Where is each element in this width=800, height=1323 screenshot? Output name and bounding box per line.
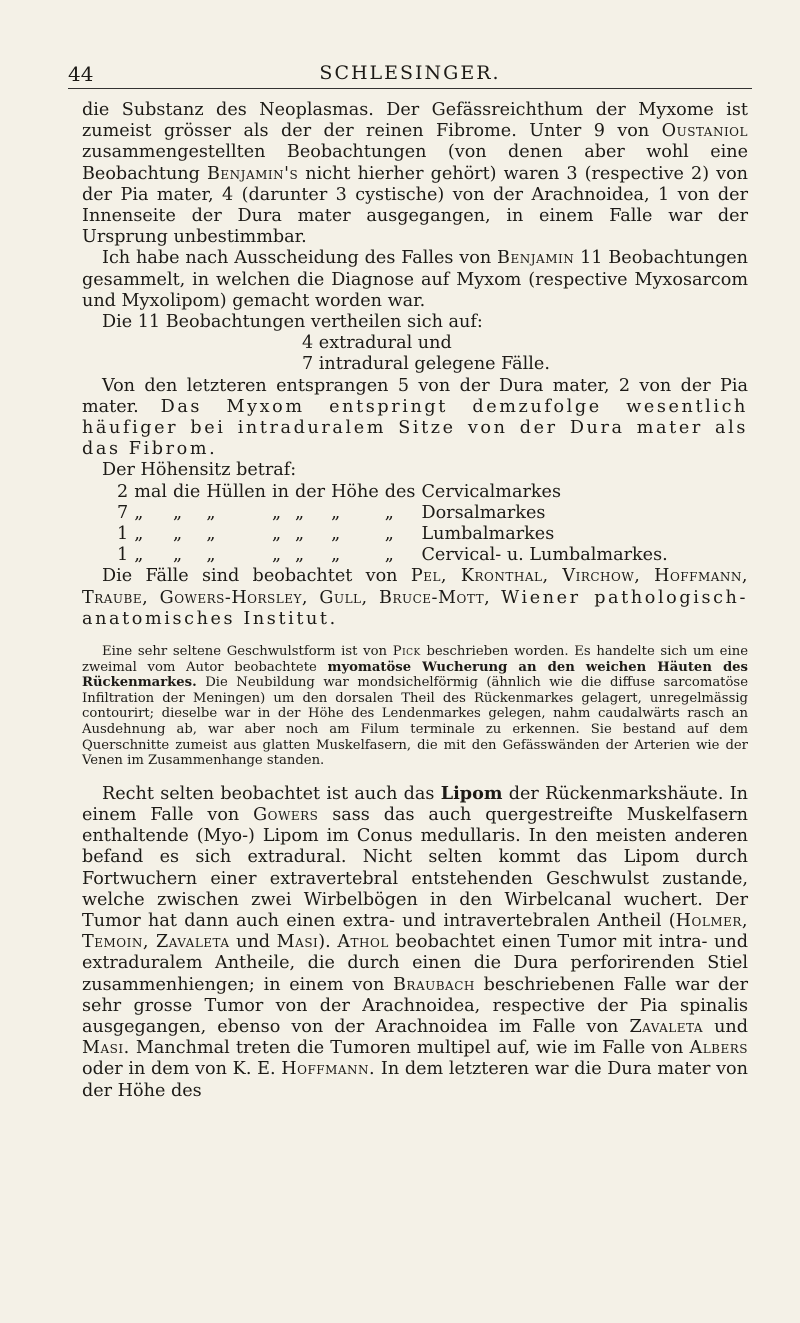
distribution-line: 7 intradural gelegene Fälle. [302, 354, 550, 375]
author-name: Athol [337, 932, 389, 953]
author-name: Oustaniol [661, 121, 748, 142]
author-name: Masi. [82, 1038, 130, 1059]
location-table [117, 482, 674, 567]
paragraph-origin: Von den letzteren entsprangen 5 von der Dura mater, 2 von der Pia mater. Das Myxom entspringt demzufolge wesentlich häufiger bei intraduralem Sitze von der Dura mater als das Fibrom. [82, 375, 748, 460]
emphasized-text: Das Myxom entspringt demzufolge wesentlich häufiger bei intraduralem Sitze von der Dura mater als das Fibrom. [82, 396, 748, 460]
paragraph-observers: Die Fälle sind beobachtet von Pel, Kronthal, Virchow, Hoffmann, Traube, Gowers-Horsley, Gull, Bruce-Mott, Wiener pathologisch-anatomisches Institut. [82, 566, 749, 629]
paragraph-lipom: Recht selten beobachtet ist auch das Lipom der Rückenmarkshäute. In einem Falle von Gowers sass das auch quergestreifte Muskelfasern enthaltende (Myo-) Lipom im Conus medullaris. In den meisten anderen befand es sich extradural. Nicht selten kommt das Lipom durch Fortwuchern einer extravertebral entstehenden Geschwulst zustande, welche zwischen zwei Wirbelbögen in den Wirbelcanal wuchert. Der Tumor hat dann auch einen extra- und intravertebralen Antheil (Holmer, Temoin, Zavaleta und Masi). Athol beobachtet einen Tumor mit intra- und extraduralem Antheile, die durch einen die Dura perforirenden Stiel zusammenhiengen; in einem von Braubach beschriebenen Falle war der sehr grosse Tumor von der Arachnoidea, respective der Pia spinalis ausgegangen, ebenso von der Arachnoidea im Falle von Zavaleta und Masi. Manchmal treten die Tumoren multipel auf, wie im Falle von Albers oder in dem von K. E. Hoffmann. In dem letzteren war die Dura mater von der Höhe des [82, 782, 748, 1101]
author-name: Gowers [253, 805, 319, 826]
bold-term: Lipom [440, 782, 503, 804]
bold-term: myomatöse Wucherung an den weichen Häuten des Rückenmarkes. [82, 659, 748, 691]
author-names: Holmer, Temoin, Zavaleta [82, 911, 748, 953]
emphasized-text: Wiener pathologisch-anatomisches Institut. [82, 587, 749, 629]
author-name: Benjamin [497, 248, 575, 269]
location-row: 2 mal die Hüllen in der Höhe des Cervicalmarkes [117, 481, 561, 502]
location-row: 1 „ „ „ „ „ „ „ Lumbalmarkes [117, 524, 555, 545]
location-row: 1 „ „ „ „ „ „ „ Cervical- u. Lumbalmarkes. [117, 545, 668, 566]
author-name: Benjamin's [206, 163, 299, 184]
paragraph-myxome-vascularity: die Substanz des Neoplasmas. Der Gefässreichthum der Myxome ist zumeist grösser als der der reinen Fibrome. Unter 9 von Oustaniol zusammengestellten Beobachtungen (von denen aber wohl eine Beobachtung Benjamin's nicht hierher gehört) waren 3 (respective 2) von der Pia mater, 4 (darunter 3 cystische) von der Arachnoidea, 1 von der Innenseite der Dura mater ausgegangen, in einem Falle war der Ursprung unbestimmbar. [82, 100, 749, 248]
author-names: Pel, Kronthal, Virchow, Hoffmann, Traube, Gowers-Horsley, Gull, Bruce-Mott, [82, 566, 749, 608]
paragraph-distribution-intro: Die 11 Beobachtungen vertheilen sich auf: [102, 312, 483, 333]
running-head: SCHLESINGER. [319, 62, 501, 84]
distribution-line: 4 extradural und [302, 333, 452, 354]
paragraph-height-intro: Der Höhensitz betraf: [102, 460, 297, 481]
small-print-note [82, 644, 748, 769]
author-name: Albers [689, 1038, 748, 1059]
author-name: Zavaleta [629, 1017, 704, 1038]
paragraph-observations: Ich habe nach Ausscheidung des Falles von Benjamin 11 Beobachtungen gesammelt, in welchen die Diagnose auf Myxom (respective Myxosarcom und Myxolipom) gemacht worden war. [82, 248, 748, 311]
author-name: Masi [276, 932, 319, 953]
location-row: 7 „ „ „ „ „ „ „ Dorsalmarkes [117, 502, 546, 523]
page-header [68, 62, 752, 88]
page-body [82, 100, 748, 1102]
page-number: 44 [68, 62, 94, 86]
header-rule [68, 88, 752, 89]
author-name: Hoffmann. [281, 1059, 376, 1080]
author-name: Braubach [392, 974, 475, 995]
author-name: Pick [392, 644, 421, 660]
paragraph-myomatous: Eine sehr seltene Geschwulstform ist von Pick beschrieben worden. Es handelte sich um eine zweimal vom Autor beobachtete myomatöse Wucherung an den weichen Häuten des Rückenmarkes. Die Neubildung war mondsichelförmig (ähnlich wie die diffuse sarcomatöse Infiltration der Meningen) um den dorsalen Theil des Rückenmarkes gelagert, unregelmässig contourirt; dieselbe war in der Höhe des Lendenmarkes gelegen, nahm caudalwärts rasch an Ausdehnung ab, war aber noch am Filum terminale zu erkennen. Sie bestand auf dem Querschnitte zumeist aus glatten Muskelfasern, die mit den Gefässwänden der Arterien wie der Venen im Zusammenhange standen. [82, 644, 748, 769]
